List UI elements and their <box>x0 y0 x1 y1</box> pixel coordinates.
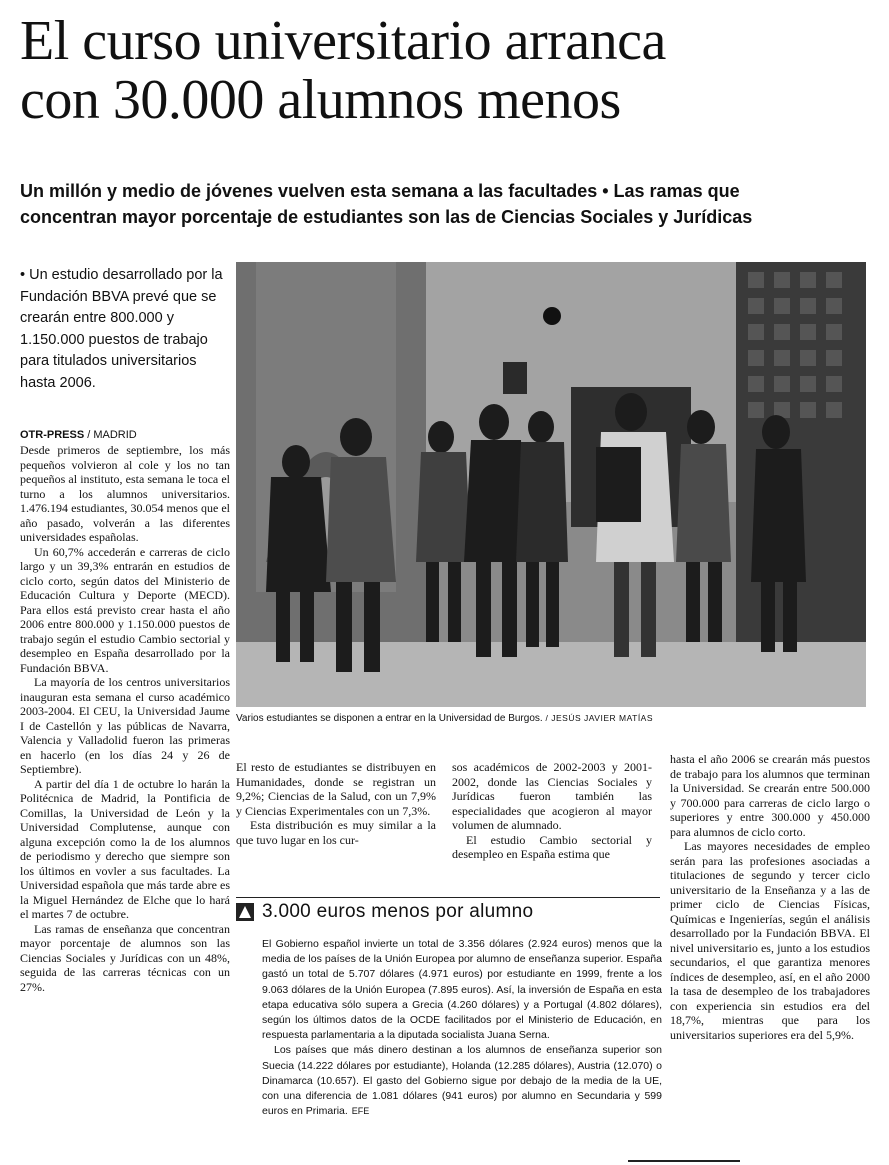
body-paragraph: Las mayores necesidades de empleo serán para las profesiones asociadas a titulaciones de segundo y tercer ciclo universitario de la Enseñanza y a las de primer ciclo de Ciencias Físicas, Químicas e Ingenierías, según el análisis desarrollado por la Fundación BBVA. El nivel universitario es, junto a los estudios secundarios, el que garantiza menores índices de desempleo, así, en el año 2000 la tasa de desempleo de los trabajadores con experiencia sin estudios era del 18,7%, mientras que para los universitarios superiores era del 5,9%. <box>670 839 870 1042</box>
photo-credit: / JESÚS JAVIER MATÍAS <box>542 713 654 723</box>
subhead-line-1: Un millón y medio de jóvenes vuelven esta semana a las facultades • Las ramas que <box>20 181 740 201</box>
body-column-4 <box>670 752 870 1042</box>
body-paragraph: La mayoría de los centros universitarios inauguran esta semana el curso académico 2003-2004. El CEU, la Universidad Jaume I de Castellón y las públicas de Navarra, Valencia y Valladolid fueron las primeras en hacerlo (en los días 24 y 26 de Septiembre). <box>20 675 230 776</box>
body-paragraph: Un 60,7% accederán e carreras de ciclo largo y un 39,3% entrarán en estudios de ciclo corto, según datos del Ministerio de Educación Cultura y Deporte (MECD). Para ellos está previsto crear hasta el año 2006 entre 800.000 y 1.150.000 puestos de trabajo según el estudio Cambio sectorial y desempleo en España desarrollado por la Fundación BBVA. <box>20 544 230 675</box>
body-paragraph: sos académicos de 2002-2003 y 2001-2002, donde las Ciencias Sociales y Jurídicas fueron también las especialidades que acogieron al mayor volumen de alumnado. <box>452 760 652 832</box>
students-photo-image <box>236 262 866 707</box>
sidebar-top-rule <box>236 897 660 898</box>
body-column-2 <box>236 760 436 847</box>
body-paragraph: El resto de estudiantes se distribuyen en Humanidades, donde se registran un 9,2%; Ciencias de la Salud, con un 7,9% y Ciencias Experimentales con un 7,3%. <box>236 760 436 818</box>
byline-city: MADRID <box>93 429 137 441</box>
subheadline <box>20 178 880 230</box>
section-marker-icon <box>236 903 254 921</box>
source-credit: EFE <box>351 1106 370 1117</box>
sidebar-paragraph <box>262 1043 662 1119</box>
body-paragraph: El estudio Cambio sectorial y desempleo en España estima que <box>452 832 652 861</box>
body-paragraph: A partir del día 1 de octubre lo harán la Politécnica de Madrid, la Pontificia de Comillas, la Universidad de León y la Universidad Complutense, aunque con alguna excepción como la de los alumnos de periodismo y derecho que siempre son los últimos en vovler a sus facultades. La Universidad española que más tarde abre es la Miguel Hernández de Elche que lo hará el martes 7 de octubre. <box>20 776 230 921</box>
sidebar-title: 3.000 euros menos por alumno <box>262 901 534 922</box>
body-paragraph: Esta distribución es muy similar a la que tuvo lugar en los cur- <box>236 818 436 847</box>
headline-line-2: con 30.000 alumnos menos <box>20 69 621 131</box>
photo-caption <box>236 712 866 725</box>
news-photo <box>236 262 866 707</box>
byline-agency: OTR-PRESS <box>20 429 85 441</box>
headline <box>20 12 880 130</box>
byline <box>20 428 230 442</box>
body-paragraph: hasta el año 2006 se crearán más puestos de trabajo para los alumnos que terminan la Universidad. Se crearán entre 500.000 y 700.000 para carreras de ciclo largo o superiores y entre 300.000 y 450.000 para alumnos de ciclo corto. <box>670 752 870 839</box>
sidebar-body <box>262 937 662 1119</box>
sidebar-paragraph: El Gobierno español invierte un total de 3.356 dólares (2.924 euros) menos que la media de los países de la Unión Europea por alumno de enseñanza superior. España gastó un total de 5.707 dólares (4.971 euros) por estudiante en 1999, frente a los 9.063 dólares de la Unión Europea (7.895 euros). Así, la inversión de España en esta etapa educativa sólo supera a Grecia (4.260 dólares) y a Portugal (4.802 dólares), según los últimos datos de la OCDE facilitados por el Ministerio de Educación, en respuesta parlamentaria a la diputada socialista Juana Serna. <box>262 938 662 1042</box>
headline-line-1: El curso universitario arranca <box>20 10 666 72</box>
body-column-3 <box>452 760 652 862</box>
body-column-1 <box>20 443 230 994</box>
lead-summary: • Un estudio desarrollado por la Fundación BBVA prevé que se crearán entre 800.000 y 1.150.000 puestos de trabajo para titulados universitarios hasta 2006. <box>20 267 223 391</box>
caption-text: Varios estudiantes se disponen a entrar en la Universidad de Burgos. <box>236 713 543 724</box>
subhead-line-2: concentran mayor porcentaje de estudiantes son las de Ciencias Sociales y Jurídicas <box>20 207 753 227</box>
bottom-rule <box>628 1160 740 1162</box>
body-paragraph: Desde primeros de septiembre, los más pequeños volvieron al cole y los no tan pequeños al instituto, esta semana le toca el turno a los alumnos universitarios. 1.476.194 estudiantes, 30.054 menos que el año pasado, volverán a las diferentes universidades españolas. <box>20 443 230 544</box>
byline-separator: / <box>84 429 94 441</box>
body-paragraph: Las ramas de enseñanza que concentran mayor porcentaje de alumnos son las Ciencias Sociales y Jurídicas con un 48%, seguida de las carreras técnicas con un 27%. <box>20 921 230 994</box>
sidebar-paragraph-text: Los países que más dinero destinan a los alumnos de enseñanza superior son Suecia (14.222 dólares por estudiante), Holanda (12.285 dólares), Austria (12.070) o Dinamarca (10.657). El gasto del Gobierno sigue por debajo de la media de la UE, con una diferencia de 1.081 dólares (941 euros) por alumno en Secundaria y 599 euros en Primaria. <box>262 1044 662 1118</box>
